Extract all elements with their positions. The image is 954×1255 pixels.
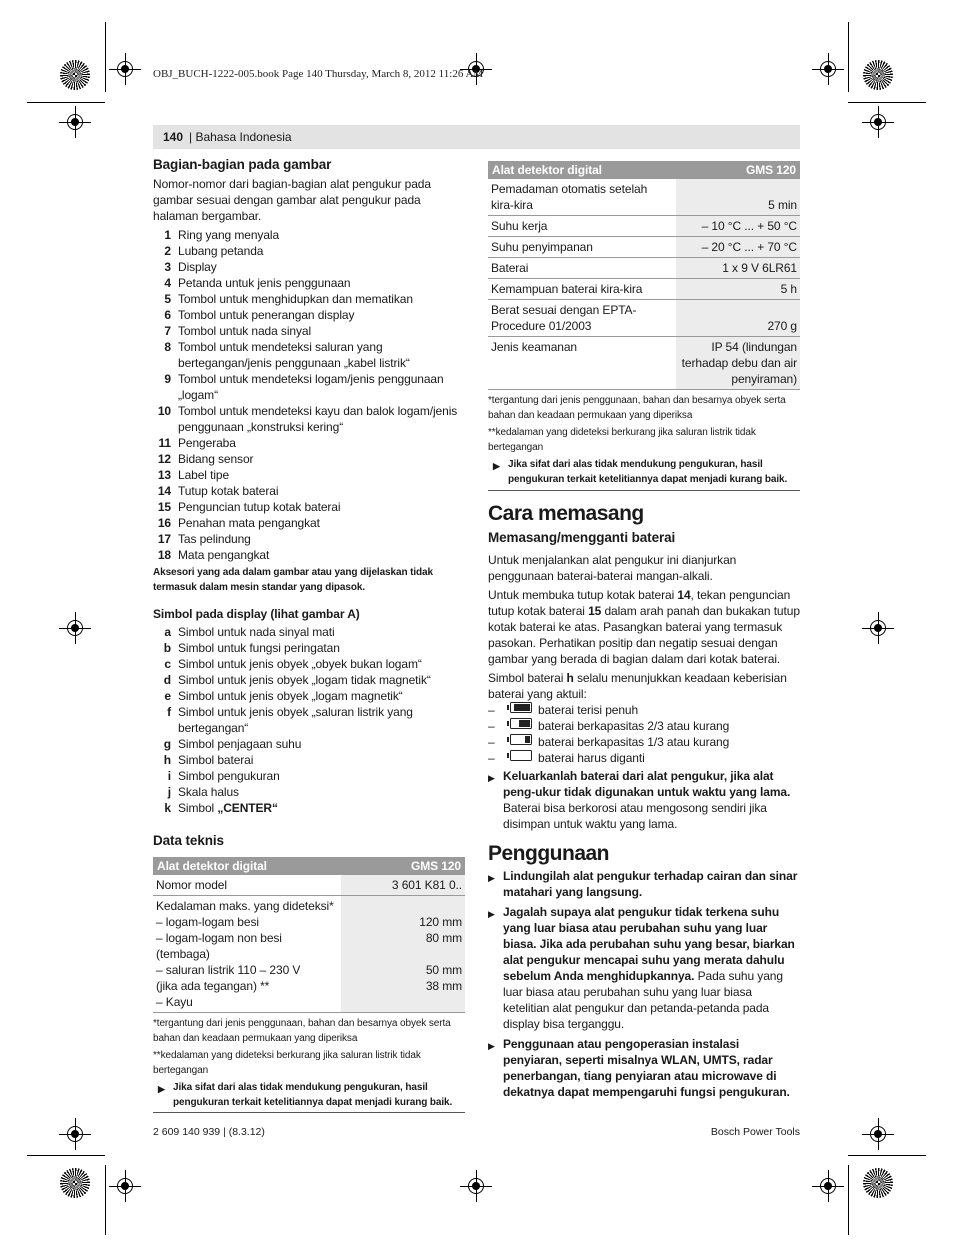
list-item [153,371,465,403]
list-item [153,291,465,307]
item-number: g [163,737,171,751]
table-row [488,337,800,390]
battery-icon [510,718,532,729]
row-value: – 20 °C ... + 70 °C [676,237,800,258]
list-item [153,467,465,483]
row-value: 5 h [676,279,800,300]
item-number: 18 [157,548,171,562]
list-item [153,435,465,451]
footnote-2: **kedalaman yang dideteksi berkurang jika saluran listrik tidak bertegangan [488,427,756,453]
item-number: d [163,673,171,687]
row-value: 3 601 K81 0.. [341,875,465,896]
page-language: | Bahasa Indonesia [189,130,292,144]
table-row [153,875,465,896]
item-number: 8 [164,340,171,354]
battery-icon [510,702,532,713]
list-item [488,750,800,766]
dash-bullet: – [488,703,495,717]
row-value-line [344,898,462,914]
item-text: Display [178,260,217,274]
triangle-bullet-icon: ▶ [488,773,495,783]
install-paragraph-3: Simbol baterai h selalu menunjukkan keadaan keberisian baterai yang aktuil: [488,671,787,701]
row-label: Pemadaman otomatis setelah kira-kira [488,179,676,216]
tech-data-table-right [488,161,800,390]
row-label: Berat sesuai dengan EPTA-Procedure 01/2003 [488,300,676,337]
row-label-line: – logam-logam besi [156,915,259,929]
dash-bullet: – [488,719,495,733]
dash-bullet: – [488,751,495,765]
table-row [488,216,800,237]
item-number: 13 [157,468,171,482]
battery-subheading: Memasang/mengganti baterai [488,530,676,545]
item-text: Simbol untuk fungsi peringatan [178,641,340,655]
item-number: f [167,705,171,719]
item-text: Pengeraba [178,436,236,450]
item-number: h [163,753,171,767]
usage-bullet-3: ▶ Penggunaan atau pengoperasian instalasi penyiaran, seperti misalnya WLAN, UMTS, radar penerbangan, tiang penyiaran atau microwave di dekatnya dapat mempengaruhi fungsi pengukuran. [488,1037,790,1099]
row-label-line: – logam-logam non besi (tembaga) [156,931,282,961]
install-paragraph-2: Untuk membuka tutup kotak baterai 14, tekan penguncian tutup kotak baterai 15 dalam arah panah dan bukakan tutup kotak baterai ke atas. Pasangkan baterai yang termasuk pasokan. Perhatikan positip dan negatip sesuai dengan gambar yang berada di bagian dalam dari kotak baterai. [488,588,800,666]
footer-brand: Bosch Power Tools [710,1126,800,1138]
table-header-model: GMS 120 [676,161,800,179]
row-value-line [344,946,462,962]
parts-list [153,227,465,563]
triangle-bullet-icon: ▶ [488,1041,495,1051]
row-label: Nomor model [153,875,341,896]
item-text: Ring yang menyala [178,228,280,242]
triangle-bullet-icon: ▶ [488,909,495,919]
item-text: Penahan mata pengangkat [178,516,320,530]
row-value-line: 50 mm [425,963,462,977]
item-number: k [164,801,171,815]
table-row [153,896,465,1013]
item-number: 6 [164,308,171,322]
battery-fill [525,736,530,743]
row-label: Kemampuan baterai kira-kira [488,279,676,300]
list-item [153,275,465,291]
list-item [488,702,800,718]
item-number: 11 [158,436,171,450]
item-text: Simbol untuk nada sinyal mati [178,625,335,639]
page-number: 140 [163,130,184,144]
row-label [153,896,341,1013]
item-text: Simbol untuk jenis obyek „logam magnetik“ [178,689,403,703]
right-column [488,161,800,1100]
dash-bullet: – [488,735,495,749]
item-text: Simbol pengukuran [178,769,280,783]
item-text: Tombol untuk nada sinyal [178,324,312,338]
item-number: 12 [157,452,171,466]
usage-heading: Penggunaan [488,842,610,865]
row-label-line: Kedalaman maks. yang dideteksi* [156,899,334,913]
row-value: – 10 °C ... + 50 °C [676,216,800,237]
footnote-1: *tergantung dari jenis penggunaan, bahan dan besarnya obyek serta bahan dan keadaan permukaan yang diperiksa [488,395,786,421]
item-text: Simbol untuk jenis obyek „obyek bukan logam“ [178,657,422,671]
warning-note: ▶ Jika sifat dari alas tidak mendukung pengukuran, hasil pengukuran terkait ketelitiannya dapat menjadi kurang baik. [488,457,800,491]
list-item [153,640,465,656]
star-target-icon [60,60,90,90]
item-number: 14 [157,484,171,498]
row-label-line: (jika ada tegangan) ** [156,979,270,993]
item-number: 16 [157,516,171,530]
list-item [153,547,465,563]
left-column [153,157,465,1113]
list-item [153,339,465,371]
item-text: Penguncian tutup kotak baterai [178,500,341,514]
table-row [488,279,800,300]
item-number: a [164,625,171,639]
list-item [153,515,465,531]
item-text: Petanda untuk jenis penggunaan [178,276,351,290]
row-value: IP 54 (lindungan terhadap debu dan air penyiraman) [676,337,800,390]
list-item [153,752,465,768]
item-number: 1 [164,228,171,242]
row-label: Jenis keamanan [488,337,676,390]
table-header-label: Alat detektor digital [488,161,676,179]
list-item [488,718,800,734]
item-text: Tas pelindung [178,532,251,546]
list-item [153,403,465,435]
triangle-bullet-icon: ▶ [493,461,500,471]
list-item [153,227,465,243]
list-item [153,531,465,547]
row-label-line: – saluran listrik 110 – 230 V [156,963,301,977]
list-item [153,499,465,515]
symbols-heading: Simbol pada display (lihat gambar A) [153,607,360,621]
install-paragraph-1: Untuk menjalankan alat pengukur ini dianjurkan penggunaan baterai-baterai mangan-alkali. [488,553,737,583]
table-row [488,258,800,279]
list-item [153,483,465,499]
symbols-list [153,624,465,816]
triangle-bullet-icon: ▶ [488,873,495,883]
item-text: Tombol untuk penerangan display [178,308,355,322]
battery-icon [510,750,532,761]
row-label-line: – Kayu [156,995,193,1009]
footnote-2: **kedalaman yang dideteksi berkurang jika saluran listrik tidak bertegangan [153,1050,421,1076]
table-header-label: Alat detektor digital [153,857,341,875]
page-header-bar [153,125,800,149]
item-text: Tutup kotak baterai [178,484,279,498]
item-text: Tombol untuk mendeteksi kayu dan balok logam/jenis penggunaan „konstruksi kering“ [178,404,458,434]
parts-intro: Nomor-nomor dari bagian-bagian alat pengukur pada gambar sesuai dengan gambar alat pengukur pada halaman bergambar. [153,177,431,223]
item-number: 9 [164,372,171,386]
item-text: Mata pengangkat [178,548,270,562]
item-text: Simbol baterai [178,753,254,767]
row-value-line: 80 mm [425,931,462,945]
row-value: 270 g [676,300,800,337]
star-target-icon [60,1168,90,1198]
warning-note: ▶ Jika sifat dari alas tidak mendukung pengukuran, hasil pengukuran terkait ketelitiannya dapat menjadi kurang baik. [153,1080,465,1113]
item-text: Simbol untuk jenis obyek „logam tidak magnetik“ [178,673,431,687]
footnote-1: *tergantung dari jenis penggunaan, bahan dan besarnya obyek serta bahan dan keadaan permukaan yang diperiksa [153,1018,451,1044]
item-number: 15 [157,500,171,514]
list-item [153,624,465,640]
battery-fill [514,704,530,711]
list-item [153,768,465,784]
triangle-bullet-icon: ▶ [158,1084,165,1094]
tech-data-table-left [153,857,465,1013]
table-row [488,300,800,337]
item-text: Simbol „CENTER“ [178,801,278,815]
print-header: OBJ_BUCH-1222-005.book Page 140 Thursday, March 8, 2012 11:26 AM [153,68,484,80]
star-target-icon [863,60,893,90]
tech-data-heading: Data teknis [153,833,224,848]
list-item [153,243,465,259]
item-number: 7 [164,324,171,338]
item-number: 4 [164,276,171,290]
remove-battery-warning: ▶ Keluarkanlah baterai dari alat pengukur, jika alat peng-ukur tidak digunakan untuk waktu yang lama. Baterai bisa berkorosi atau mengosong sendiri jika disimpan untuk waktu yang lama. [488,769,791,831]
row-label: Suhu penyimpanan [488,237,676,258]
table-row [488,179,800,216]
list-item [153,323,465,339]
item-number: c [164,657,171,671]
accessory-note: Aksesori yang ada dalam gambar atau yang dijelaskan tidak termasuk dalam mesin standar yang dipasok. [153,567,433,593]
parts-heading: Bagian-bagian pada gambar [153,157,332,172]
item-text: Skala halus [178,785,239,799]
item-number: j [167,785,171,799]
star-target-icon [863,1168,893,1198]
item-text: Tombol untuk menghidupkan dan mematikan [178,292,413,306]
item-number: b [163,641,171,655]
table-header-model: GMS 120 [341,857,465,875]
item-text: Tombol untuk mendeteksi saluran yang bertegangan/jenis penggunaan „kabel listrik“ [178,340,410,370]
row-value [341,896,465,1013]
battery-icon [510,734,532,745]
row-label: Baterai [488,258,676,279]
battery-fill [519,720,530,727]
usage-bullet-2: ▶ Jagalah supaya alat pengukur tidak terkena suhu yang luar biasa atau perubahan suhu yang luar biasa. Jika ada perubahan suhu yang besar, biarkan alat pengukur mencapai suhu yang merata dahulu sebelum Anda menghidupkannya. Pada suhu yang luar biasa atau perubahan suhu yang luar biasa ketelitian alat pengukur dan petanda-petanda pada display bisa terganggu. [488,905,795,1031]
battery-state-text: baterai terisi penuh [538,703,639,717]
list-item [488,734,800,750]
list-item [153,307,465,323]
row-value: 1 x 9 V 6LR61 [676,258,800,279]
item-text: Simbol penjagaan suhu [178,737,302,751]
battery-state-text: baterai berkapasitas 2/3 atau kurang [538,719,730,733]
install-heading: Cara memasang [488,502,644,525]
item-text: Tombol untuk mendeteksi logam/jenis penggunaan „logam“ [178,372,444,402]
battery-state-text: baterai harus diganti [538,751,645,765]
item-text: Label tipe [178,468,230,482]
row-label: Suhu kerja [488,216,676,237]
list-item [153,656,465,672]
item-number: 3 [164,260,171,274]
list-item [153,784,465,800]
footer-doc-number: 2 609 140 939 | (8.3.12) [153,1126,265,1138]
item-number: 17 [157,532,171,546]
list-item [153,688,465,704]
list-item [153,672,465,688]
list-item [153,451,465,467]
item-number: 5 [164,292,171,306]
item-text: Bidang sensor [178,452,254,466]
table-row [488,237,800,258]
list-item [153,704,465,736]
usage-bullet-1: ▶ Lindungilah alat pengukur terhadap cairan dan sinar matahari yang langsung. [488,869,798,899]
battery-state-list [488,702,800,766]
row-value-line: 38 mm [425,979,462,993]
item-number: e [164,689,171,703]
list-item [153,259,465,275]
row-value-line: 120 mm [419,915,462,929]
item-number: 2 [164,244,171,258]
item-number: i [167,769,171,783]
item-text: Simbol untuk jenis obyek „saluran listrik yang bertegangan“ [178,705,413,735]
battery-state-text: baterai berkapasitas 1/3 atau kurang [538,735,730,749]
list-item [153,800,465,816]
list-item [153,736,465,752]
item-text: Lubang petanda [178,244,264,258]
row-value: 5 min [676,179,800,216]
item-number: 10 [157,404,171,418]
